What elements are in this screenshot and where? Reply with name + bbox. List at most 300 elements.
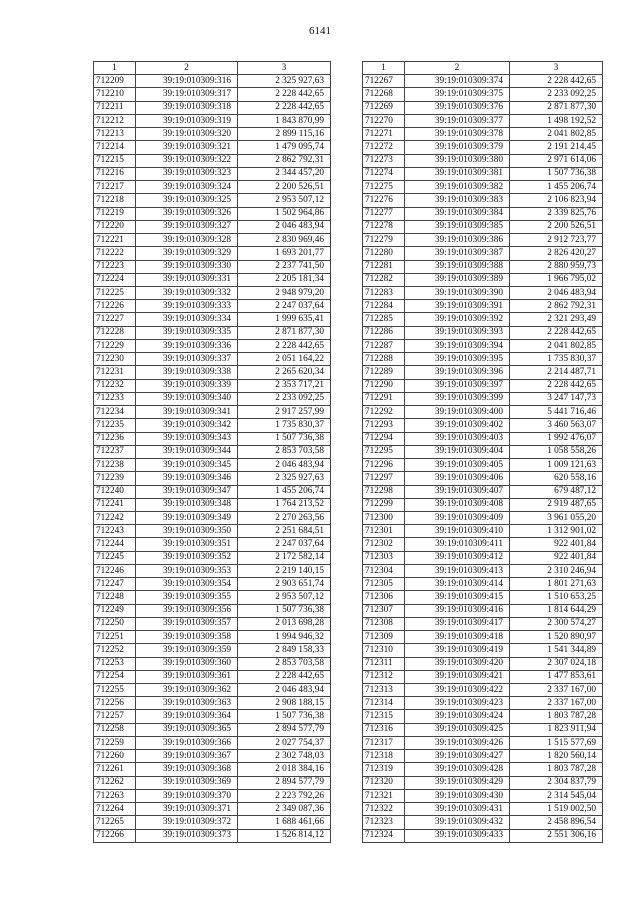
table-row	[94, 88, 331, 101]
cadastral-number-cell: 39:19:010309:359	[136, 644, 238, 657]
cadastral-number-cell: 39:19:010309:338	[136, 366, 238, 379]
table-row	[94, 697, 331, 710]
table-row	[94, 286, 331, 299]
cadastral-number-cell: 39:19:010309:412	[405, 551, 510, 564]
cadastral-number-cell: 39:19:010309:352	[136, 551, 238, 564]
table-row	[94, 657, 331, 670]
value-cell: 2 353 717,21	[238, 379, 331, 392]
table-row	[363, 339, 603, 352]
table-row	[363, 710, 603, 723]
value-cell: 2 830 969,46	[238, 234, 331, 247]
value-cell: 2 251 684,51	[238, 525, 331, 538]
value-cell: 2 948 979,20	[238, 286, 331, 299]
table-row	[94, 750, 331, 763]
table-row	[94, 432, 331, 445]
table-row	[363, 750, 603, 763]
cadastral-number-cell: 39:19:010309:417	[405, 617, 510, 630]
value-cell: 2 214 487,71	[510, 366, 603, 379]
cadastral-number-cell: 39:19:010309:385	[405, 220, 510, 233]
value-cell: 2 349 087,36	[238, 803, 331, 816]
table-row	[94, 101, 331, 114]
cadastral-number-cell: 39:19:010309:391	[405, 300, 510, 313]
row-number-cell: 712235	[94, 419, 136, 432]
row-number-cell: 712260	[94, 750, 136, 763]
value-cell: 2 826 420,27	[510, 247, 603, 260]
row-number-cell: 712307	[363, 604, 405, 617]
row-number-cell: 712257	[94, 710, 136, 723]
table-row	[94, 736, 331, 749]
cadastral-number-cell: 39:19:010309:411	[405, 538, 510, 551]
table-row	[363, 194, 603, 207]
cadastral-number-cell: 39:19:010309:383	[405, 194, 510, 207]
row-number-cell: 712311	[363, 657, 405, 670]
cadastral-number-cell: 39:19:010309:396	[405, 366, 510, 379]
table-row	[363, 511, 603, 524]
value-cell: 2 919 487,65	[510, 498, 603, 511]
value-cell: 1 966 795,02	[510, 273, 603, 286]
value-cell: 1 992 476,07	[510, 432, 603, 445]
table-row	[363, 538, 603, 551]
row-number-cell: 712272	[363, 141, 405, 154]
table-row	[94, 578, 331, 591]
row-number-cell: 712225	[94, 286, 136, 299]
value-cell: 1 455 206,74	[510, 181, 603, 194]
row-number-cell: 712214	[94, 141, 136, 154]
value-cell: 1 803 787,28	[510, 710, 603, 723]
value-cell: 2 228 442,65	[238, 670, 331, 683]
page-number: 6141	[309, 25, 331, 37]
value-cell: 2 270 263,56	[238, 511, 331, 524]
value-cell: 2 325 927,63	[238, 472, 331, 485]
row-number-cell: 712259	[94, 736, 136, 749]
row-number-cell: 712288	[363, 353, 405, 366]
cadastral-number-cell: 39:19:010309:371	[136, 803, 238, 816]
value-cell: 2 953 507,12	[238, 194, 331, 207]
cadastral-number-cell: 39:19:010309:343	[136, 432, 238, 445]
row-number-cell: 712276	[363, 194, 405, 207]
cadastral-number-cell: 39:19:010309:423	[405, 697, 510, 710]
cadastral-number-cell: 39:19:010309:321	[136, 141, 238, 154]
cadastral-number-cell: 39:19:010309:346	[136, 472, 238, 485]
row-number-cell: 712251	[94, 631, 136, 644]
value-cell: 1 823 911,94	[510, 723, 603, 736]
cadastral-number-cell: 39:19:010309:326	[136, 207, 238, 220]
row-number-cell: 712267	[363, 75, 405, 88]
value-cell: 1 526 814,12	[238, 829, 331, 842]
row-number-cell: 712269	[363, 101, 405, 114]
table-row	[363, 459, 603, 472]
value-cell: 1 507 736,38	[238, 432, 331, 445]
table-row	[363, 300, 603, 313]
left-table	[93, 61, 331, 843]
value-cell: 2 247 037,64	[238, 300, 331, 313]
value-cell: 1 801 271,63	[510, 578, 603, 591]
cadastral-number-cell: 39:19:010309:368	[136, 763, 238, 776]
table-row	[363, 207, 603, 220]
cadastral-number-cell: 39:19:010309:425	[405, 723, 510, 736]
cadastral-number-cell: 39:19:010309:400	[405, 406, 510, 419]
cadastral-number-cell: 39:19:010309:317	[136, 88, 238, 101]
table-row	[363, 273, 603, 286]
cadastral-number-cell: 39:19:010309:390	[405, 286, 510, 299]
row-number-cell: 712292	[363, 406, 405, 419]
cadastral-number-cell: 39:19:010309:421	[405, 670, 510, 683]
cadastral-number-cell: 39:19:010309:427	[405, 750, 510, 763]
value-cell: 2 228 442,65	[238, 339, 331, 352]
value-cell: 2 971 614,06	[510, 154, 603, 167]
cadastral-number-cell: 39:19:010309:362	[136, 684, 238, 697]
cadastral-number-cell: 39:19:010309:373	[136, 829, 238, 842]
table-row	[94, 538, 331, 551]
table-row	[94, 829, 331, 842]
cadastral-number-cell: 39:19:010309:388	[405, 260, 510, 273]
cadastral-number-cell: 39:19:010309:419	[405, 644, 510, 657]
table-row	[363, 657, 603, 670]
value-cell: 1 507 736,38	[238, 604, 331, 617]
value-cell: 2 339 825,76	[510, 207, 603, 220]
row-number-cell: 712271	[363, 128, 405, 141]
cadastral-number-cell: 39:19:010309:382	[405, 181, 510, 194]
cadastral-number-cell: 39:19:010309:335	[136, 326, 238, 339]
value-cell: 2 314 545,04	[510, 789, 603, 802]
value-cell: 2 880 959,73	[510, 260, 603, 273]
value-cell: 1 455 206,74	[238, 485, 331, 498]
row-number-cell: 712247	[94, 578, 136, 591]
value-cell: 2 853 703,58	[238, 445, 331, 458]
cadastral-number-cell: 39:19:010309:333	[136, 300, 238, 313]
table-row	[363, 604, 603, 617]
row-number-cell: 712287	[363, 339, 405, 352]
row-number-cell: 712217	[94, 181, 136, 194]
row-number-cell: 712222	[94, 247, 136, 260]
row-number-cell: 712252	[94, 644, 136, 657]
table-row	[363, 789, 603, 802]
table-row	[94, 326, 331, 339]
row-number-cell: 712261	[94, 763, 136, 776]
table-row	[363, 101, 603, 114]
row-number-cell: 712282	[363, 273, 405, 286]
row-number-cell: 712314	[363, 697, 405, 710]
table-row	[363, 154, 603, 167]
value-cell: 1 688 461,66	[238, 816, 331, 829]
table-row	[94, 339, 331, 352]
table-row	[94, 591, 331, 604]
column-header: 2	[136, 62, 238, 75]
cadastral-number-cell: 39:19:010309:357	[136, 617, 238, 630]
row-number-cell: 712293	[363, 419, 405, 432]
table-row	[363, 644, 603, 657]
row-number-cell: 712315	[363, 710, 405, 723]
row-number-cell: 712270	[363, 114, 405, 127]
row-number-cell: 712281	[363, 260, 405, 273]
table-row	[363, 128, 603, 141]
table-row	[94, 803, 331, 816]
row-number-cell: 712322	[363, 803, 405, 816]
table-row	[363, 803, 603, 816]
row-number-cell: 712229	[94, 339, 136, 352]
row-number-cell: 712312	[363, 670, 405, 683]
cadastral-number-cell: 39:19:010309:376	[405, 101, 510, 114]
value-cell: 1 994 946,32	[238, 631, 331, 644]
table-row	[363, 181, 603, 194]
row-number-cell: 712289	[363, 366, 405, 379]
value-cell: 3 961 055,20	[510, 511, 603, 524]
cadastral-number-cell: 39:19:010309:418	[405, 631, 510, 644]
table-row	[94, 234, 331, 247]
cadastral-number-cell: 39:19:010309:337	[136, 353, 238, 366]
row-number-cell: 712304	[363, 564, 405, 577]
cadastral-number-cell: 39:19:010309:405	[405, 459, 510, 472]
row-number-cell: 712299	[363, 498, 405, 511]
table-row	[363, 776, 603, 789]
cadastral-number-cell: 39:19:010309:329	[136, 247, 238, 260]
value-cell: 1 999 635,41	[238, 313, 331, 326]
cadastral-number-cell: 39:19:010309:386	[405, 234, 510, 247]
table-row	[363, 485, 603, 498]
row-number-cell: 712320	[363, 776, 405, 789]
cadastral-number-cell: 39:19:010309:327	[136, 220, 238, 233]
value-cell: 2 321 293,49	[510, 313, 603, 326]
cadastral-number-cell: 39:19:010309:344	[136, 445, 238, 458]
value-cell: 2 027 754,37	[238, 736, 331, 749]
value-cell: 1 693 201,77	[238, 247, 331, 260]
table-row	[94, 459, 331, 472]
table-row	[94, 670, 331, 683]
table-row	[363, 498, 603, 511]
value-cell: 679 487,12	[510, 485, 603, 498]
table-row	[363, 445, 603, 458]
table-row	[94, 141, 331, 154]
cadastral-number-cell: 39:19:010309:414	[405, 578, 510, 591]
row-number-cell: 712213	[94, 128, 136, 141]
cadastral-number-cell: 39:19:010309:428	[405, 763, 510, 776]
row-number-cell: 712227	[94, 313, 136, 326]
cadastral-number-cell: 39:19:010309:408	[405, 498, 510, 511]
cadastral-number-cell: 39:19:010309:433	[405, 829, 510, 842]
cadastral-number-cell: 39:19:010309:387	[405, 247, 510, 260]
table-row	[94, 114, 331, 127]
table-row	[363, 75, 603, 88]
value-cell: 922 401,84	[510, 551, 603, 564]
table-row	[363, 167, 603, 180]
cadastral-number-cell: 39:19:010309:409	[405, 511, 510, 524]
cadastral-number-cell: 39:19:010309:430	[405, 789, 510, 802]
table-row	[94, 511, 331, 524]
row-number-cell: 712228	[94, 326, 136, 339]
value-cell: 1 312 901,02	[510, 525, 603, 538]
cadastral-number-cell: 39:19:010309:407	[405, 485, 510, 498]
row-number-cell: 712317	[363, 736, 405, 749]
row-number-cell: 712234	[94, 406, 136, 419]
value-cell: 2 200 526,51	[238, 181, 331, 194]
value-cell: 1 803 787,28	[510, 763, 603, 776]
value-cell: 2 344 457,20	[238, 167, 331, 180]
row-number-cell: 712249	[94, 604, 136, 617]
table-row	[363, 286, 603, 299]
column-header: 1	[94, 62, 136, 75]
table-row	[363, 326, 603, 339]
value-cell: 2 458 896,54	[510, 816, 603, 829]
value-cell: 2 894 577,79	[238, 723, 331, 736]
table-row	[363, 392, 603, 405]
row-number-cell: 712313	[363, 684, 405, 697]
value-cell: 2 046 483,94	[238, 684, 331, 697]
value-cell: 922 401,84	[510, 538, 603, 551]
row-number-cell: 712294	[363, 432, 405, 445]
value-cell: 2 300 574,27	[510, 617, 603, 630]
row-number-cell: 712241	[94, 498, 136, 511]
table-row	[94, 260, 331, 273]
table-row	[94, 551, 331, 564]
row-number-cell: 712209	[94, 75, 136, 88]
row-number-cell: 712302	[363, 538, 405, 551]
cadastral-number-cell: 39:19:010309:348	[136, 498, 238, 511]
row-number-cell: 712295	[363, 445, 405, 458]
table-row	[94, 710, 331, 723]
table-row	[94, 763, 331, 776]
cadastral-number-cell: 39:19:010309:351	[136, 538, 238, 551]
table-row	[363, 525, 603, 538]
cadastral-number-cell: 39:19:010309:399	[405, 392, 510, 405]
value-cell: 1 814 644,29	[510, 604, 603, 617]
table-row	[94, 631, 331, 644]
table-row	[94, 644, 331, 657]
cadastral-number-cell: 39:19:010309:350	[136, 525, 238, 538]
row-number-cell: 712274	[363, 167, 405, 180]
cadastral-number-cell: 39:19:010309:367	[136, 750, 238, 763]
row-number-cell: 712297	[363, 472, 405, 485]
cadastral-number-cell: 39:19:010309:324	[136, 181, 238, 194]
value-cell: 1 009 121,63	[510, 459, 603, 472]
cadastral-number-cell: 39:19:010309:318	[136, 101, 238, 114]
value-cell: 2 903 651,74	[238, 578, 331, 591]
row-number-cell: 712256	[94, 697, 136, 710]
value-cell: 2 013 698,28	[238, 617, 331, 630]
value-cell: 1 735 830,37	[510, 353, 603, 366]
row-number-cell: 712237	[94, 445, 136, 458]
column-header: 2	[405, 62, 510, 75]
cadastral-number-cell: 39:19:010309:377	[405, 114, 510, 127]
row-number-cell: 712321	[363, 789, 405, 802]
value-cell: 2 041 802,85	[510, 339, 603, 352]
row-number-cell: 712278	[363, 220, 405, 233]
value-cell: 1 541 344,89	[510, 644, 603, 657]
table-row	[363, 313, 603, 326]
cadastral-number-cell: 39:19:010309:349	[136, 511, 238, 524]
cadastral-number-cell: 39:19:010309:336	[136, 339, 238, 352]
cadastral-number-cell: 39:19:010309:426	[405, 736, 510, 749]
table-row	[94, 247, 331, 260]
value-cell: 2 862 792,31	[238, 154, 331, 167]
row-number-cell: 712306	[363, 591, 405, 604]
table-row	[363, 697, 603, 710]
row-number-cell: 712215	[94, 154, 136, 167]
cadastral-number-cell: 39:19:010309:372	[136, 816, 238, 829]
table-row	[94, 789, 331, 802]
row-number-cell: 712240	[94, 485, 136, 498]
table-row	[94, 300, 331, 313]
row-number-cell: 712319	[363, 763, 405, 776]
cadastral-number-cell: 39:19:010309:406	[405, 472, 510, 485]
table-row	[363, 551, 603, 564]
value-cell: 2 219 140,15	[238, 564, 331, 577]
value-cell: 2 899 115,16	[238, 128, 331, 141]
cadastral-number-cell: 39:19:010309:404	[405, 445, 510, 458]
value-cell: 2 205 181,34	[238, 273, 331, 286]
value-cell: 5 441 716,46	[510, 406, 603, 419]
table-row	[94, 207, 331, 220]
cadastral-number-cell: 39:19:010309:353	[136, 564, 238, 577]
value-cell: 1 519 002,50	[510, 803, 603, 816]
value-cell: 2 228 442,65	[238, 88, 331, 101]
cadastral-number-cell: 39:19:010309:342	[136, 419, 238, 432]
row-number-cell: 712279	[363, 234, 405, 247]
table-row	[363, 432, 603, 445]
cadastral-number-cell: 39:19:010309:431	[405, 803, 510, 816]
table-row	[363, 631, 603, 644]
cadastral-number-cell: 39:19:010309:361	[136, 670, 238, 683]
value-cell: 2 908 188,15	[238, 697, 331, 710]
value-cell: 1 520 890,97	[510, 631, 603, 644]
column-header: 1	[363, 62, 405, 75]
table-row	[363, 564, 603, 577]
table-row	[363, 591, 603, 604]
value-cell: 2 172 582,14	[238, 551, 331, 564]
table-row	[94, 313, 331, 326]
table-row	[94, 353, 331, 366]
value-cell: 2 302 748,03	[238, 750, 331, 763]
value-cell: 2 853 703,58	[238, 657, 331, 670]
table-row	[363, 829, 603, 842]
table-row	[363, 353, 603, 366]
table-row	[94, 498, 331, 511]
row-number-cell: 712268	[363, 88, 405, 101]
row-number-cell: 712233	[94, 392, 136, 405]
value-cell: 2 953 507,12	[238, 591, 331, 604]
value-cell: 2 046 483,94	[510, 286, 603, 299]
cadastral-number-cell: 39:19:010309:415	[405, 591, 510, 604]
row-number-cell: 712303	[363, 551, 405, 564]
value-cell: 1 498 192,52	[510, 114, 603, 127]
cadastral-number-cell: 39:19:010309:345	[136, 459, 238, 472]
table-row	[363, 763, 603, 776]
table-header-row	[94, 62, 331, 75]
column-header: 3	[238, 62, 331, 75]
row-number-cell: 712248	[94, 591, 136, 604]
cadastral-number-cell: 39:19:010309:422	[405, 684, 510, 697]
row-number-cell: 712221	[94, 234, 136, 247]
row-number-cell: 712316	[363, 723, 405, 736]
table-row	[94, 564, 331, 577]
row-number-cell: 712242	[94, 511, 136, 524]
cadastral-number-cell: 39:19:010309:360	[136, 657, 238, 670]
cadastral-number-cell: 39:19:010309:325	[136, 194, 238, 207]
table-row	[94, 816, 331, 829]
row-number-cell: 712250	[94, 617, 136, 630]
table-row	[94, 406, 331, 419]
value-cell: 2 106 823,94	[510, 194, 603, 207]
value-cell: 2 912 723,77	[510, 234, 603, 247]
cadastral-number-cell: 39:19:010309:420	[405, 657, 510, 670]
value-cell: 1 507 736,38	[238, 710, 331, 723]
cadastral-number-cell: 39:19:010309:397	[405, 379, 510, 392]
row-number-cell: 712284	[363, 300, 405, 313]
table-row	[94, 617, 331, 630]
row-number-cell: 712211	[94, 101, 136, 114]
row-number-cell: 712246	[94, 564, 136, 577]
value-cell: 2 237 741,50	[238, 260, 331, 273]
value-cell: 1 515 577,69	[510, 736, 603, 749]
